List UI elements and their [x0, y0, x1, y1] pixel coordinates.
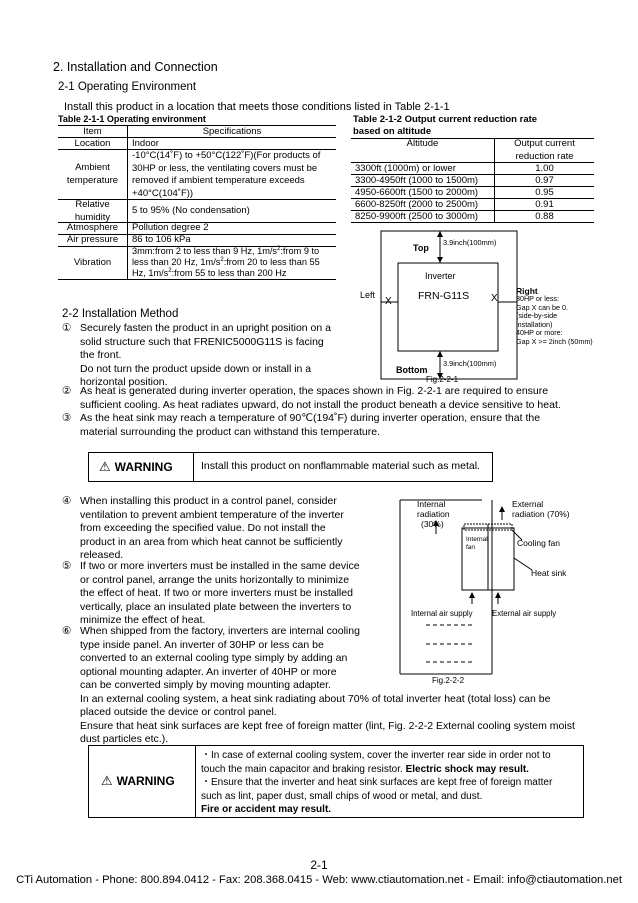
page-number: 2-1 [310, 858, 328, 872]
list-marker: ⑤ [62, 560, 72, 572]
cell-altitude: 8250-9900ft (2500 to 3000m) [355, 211, 479, 222]
cell-item: Air pressure [66, 234, 119, 245]
cell-item: Location [74, 138, 111, 149]
internal-air-label: Internal air supply [411, 609, 473, 618]
list-item: As heat is generated during inverter operation, the spaces shown in Fig. 2-2-1 are required to ensure sufficient cooling. As heat radiates upward, do not install the product beneath a device sensitive to heat. [80, 385, 561, 411]
table-2-1-2-caption: Table 2-1-2 Output current reduction rate based on altitude [353, 114, 538, 137]
col-header-rate: Output current reduction rate [514, 138, 575, 162]
figure-caption: Fig.2-2-2 [432, 676, 465, 685]
subsection-heading: 2-1 Operating Environment [58, 81, 197, 93]
warning-box [88, 745, 584, 818]
figure-caption: Fig.2-2-1 [426, 375, 459, 384]
cell-item: Atmosphere [66, 222, 119, 233]
list-item: As the heat sink may reach a temperature of 90℃(194˚F) during inverter operation, ensure that the material surrounding the product can withstand this temperature. [80, 412, 541, 438]
cell-item: Ambient temperature [66, 162, 119, 186]
cell-item: Vibration [73, 257, 112, 268]
gap-x-right: X [491, 293, 498, 304]
list-item: If two or more inverters must be installed in the same device or control panel, arrange the units horizontally to minimize the effect of heat. If two or more inverters must be installed vertically, place an insulated plate between the inverters to minimize the effect of heat. [80, 560, 360, 626]
internal-radiation-label: Internal radiation (30%) [417, 499, 450, 529]
list-marker: ④ [62, 495, 72, 507]
external-radiation-label: External radiation (70%) [512, 499, 570, 519]
list-marker: ⑥ [62, 625, 72, 637]
list-item: When installing this product in a control panel, consider ventilation to prevent ambient temperature of the inverter from exceeding the specified value. Do not install the product in an area from which heat cannot be sufficiently released. [80, 495, 344, 561]
warning-triangle-icon: ⚠ [99, 459, 111, 474]
bottom-label: Bottom [396, 365, 428, 375]
bottom-clearance-label: 3.9inch(100mm) [443, 359, 497, 368]
section-heading: 2. Installation and Connection [53, 60, 218, 74]
warning-triangle-icon: ⚠ [101, 773, 113, 788]
cell-spec: Indoor [132, 138, 159, 149]
cell-spec: -10°C(14˚F) to +50°C(122˚F)(For products of 30HP or less, the ventilating covers must be removed if ambient temperature exceeds +40°C(104˚F)) [132, 150, 321, 199]
cell-rate: 0.88 [535, 211, 554, 222]
warning-label: ⚠ WARNING [101, 773, 175, 788]
cell-altitude: 4950-6600ft (1500 to 2000m) [355, 187, 479, 198]
external-air-label: External air supply [492, 609, 557, 618]
warning-text: Install this product on nonflammable material such as metal. [201, 460, 480, 472]
cell-altitude: 3300-4950ft (1000 to 1500m) [355, 175, 479, 186]
warning-text: ・In case of external cooling system, cover the inverter rear side in order not to touch the main capacitor and braking resistor. Electric shock may result. ・Ensure that the inverter and heat sink surfaces are kept free of foreign matter such as lint, paper dust, small chips of wood or metal, and dust. Fire or accident may result. [201, 750, 553, 815]
col-header-spec: Specifications [202, 126, 262, 137]
internal-fan-label: Internal fan [466, 536, 488, 551]
col-header-item: Item [83, 126, 102, 137]
cell-spec: 3mm:from 2 to less than 9 Hz, $1m/s^2:from$ 9 to less than 20 Hz, $1m/s^2:from$ 20 to less than 55 Hz, $1m/s^2:from$ 55 to less than 200 Hz [132, 245, 320, 278]
top-clearance-label: 3.9inch(100mm) [443, 238, 497, 247]
cell-item: Relative humidity [74, 199, 111, 223]
subsection-heading: 2-2 Installation Method [62, 308, 179, 320]
cell-spec: Pollution degree 2 [132, 222, 209, 233]
list-marker: ③ [62, 412, 72, 424]
cell-spec: 5 to 95% (No condensation) [132, 205, 250, 216]
cell-rate: 0.95 [535, 187, 554, 198]
cell-spec: 86 to 106 kPa [132, 234, 191, 245]
cell-altitude: 3300ft (1000m) or lower [355, 163, 456, 174]
col-header-altitude: Altitude [406, 138, 439, 149]
list-marker: ① [62, 322, 72, 334]
right-label: Right [516, 286, 538, 296]
cell-rate: 0.97 [535, 175, 554, 186]
top-label: Top [413, 243, 429, 253]
list-item: Securely fasten the product in an upright position on a solid structure such that FRENIC5000G11S is facing the front. Do not turn the product upside down or install in a horizontal position. [80, 322, 331, 388]
cell-rate: 1.00 [535, 163, 554, 174]
warning-label: ⚠ WARNING [99, 459, 173, 474]
intro-text: Install this product in a location that meets those conditions listed in Table 2-1-1 [64, 101, 450, 113]
cell-altitude: 6600-8250ft (2000 to 2500m) [355, 199, 479, 210]
cell-rate: 0.91 [535, 199, 554, 210]
list-item: When shipped from the factory, inverters are internal cooling type inside panel. An inverter of 30HP or less can be converted to an external cooling type simply by adding an optional mounting adapter. An inverter of 40HP or more can be converted simply by moving mounting adapter. In an external cooling system, a heat sink radiating about 70% of total inverter heat (total loss) can be placed outside the device or control panel. Ensure that heat sink surfaces are kept free of foreign matter (lint, Fig. 2-2-2 External cooling system moist dust particles etc.). [80, 625, 575, 745]
warning-box [88, 452, 493, 482]
model-label: FRN-G11S [418, 290, 470, 302]
table-2-1-1-caption: Table 2-1-1 Operating environment [58, 114, 206, 124]
inverter-label: Inverter [425, 271, 456, 281]
cooling-fan-label: Cooling fan [517, 538, 561, 548]
heat-sink-label: Heat sink [531, 568, 567, 578]
footer-contact: CTi Automation - Phone: 800.894.0412 - Fax: 208.368.0415 - Web: www.ctiautomation.net - Email: info@ctiautomation.net [16, 874, 622, 886]
gap-x-left: X [385, 296, 392, 307]
list-marker: ② [62, 385, 72, 397]
right-gap-notes: 30HP or less: Gap X can be 0. (side-by-side installation) 40HP or more: Gap X >= 2inch (50mm) [516, 294, 593, 346]
left-label: Left [360, 290, 376, 300]
